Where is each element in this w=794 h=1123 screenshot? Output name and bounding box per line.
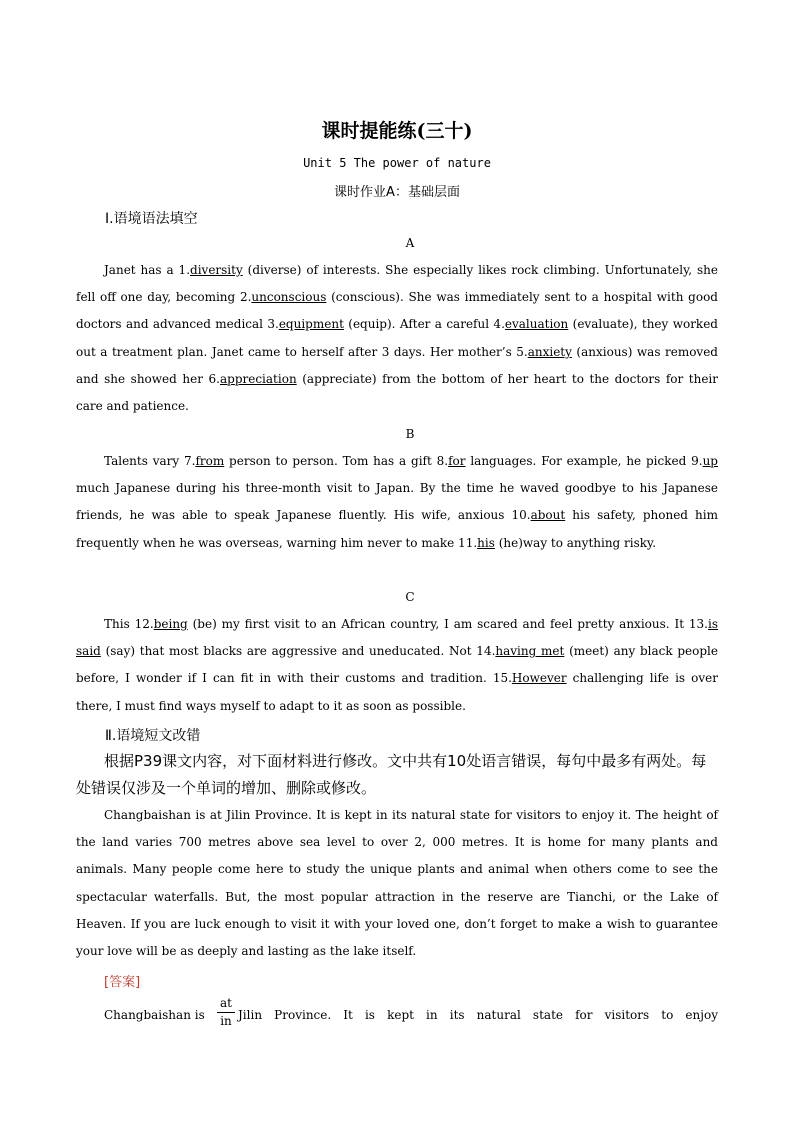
correction-bar: [217, 1012, 235, 1013]
answer-6: appreciation: [219, 371, 297, 386]
passage-c-label: C: [405, 590, 415, 604]
passage-a-text: Janet has a 1.: [104, 263, 191, 277]
passage-a-text: (anxious) was removed and she showed her 6.: [76, 344, 718, 386]
homework-label: 课时作业A：基础层面: [334, 185, 460, 200]
passage-c-text: (say) that most blacks are aggressive and uneducated. Not 14.: [100, 644, 496, 659]
passage-c-text: (meet) any black people before, I wonder if I can fit in with their customs and tradition. 15.: [76, 644, 718, 686]
answer-12: being: [153, 617, 188, 631]
answer-3: equipment: [278, 317, 344, 332]
passage-b-text: (he)way to anything risky.: [494, 535, 657, 550]
wrong-word: at: [220, 996, 232, 1010]
answer-line-end: Jilin Province. It is kept in its natural state for visitors to enjoy: [238, 1008, 718, 1022]
page-title: 课时提能练(三十): [321, 120, 473, 142]
correct-word: in: [220, 1014, 232, 1028]
correction-mark: [217, 996, 235, 1029]
passage-a-text: (appreciate) from the bottom of her heart to the doctors for their care and patience.: [76, 371, 719, 414]
answer-line-start: Changbaishan is: [104, 1008, 205, 1022]
passage-b-text: much Japanese during his three-month visit to Japan. By the time he waved goodbye to his Japanese friends, he was able to speak Japanese fluently. His wife, anxious 10.: [76, 481, 718, 523]
passage-b-text: Talents vary 7.: [104, 454, 196, 468]
answer-11: his: [477, 535, 495, 550]
answer-14: having met: [495, 644, 565, 659]
answer-10: about: [530, 508, 566, 523]
passage-b-text: languages. For example, he picked 9.: [465, 454, 703, 468]
passage-a-text: (diverse) of interests. She especially likes rock climbing. Unfortunately, she fell off one day, becoming 2.: [76, 263, 718, 305]
section-2-heading: Ⅱ.语境短文改错: [105, 728, 201, 744]
answer-9: up: [702, 454, 718, 468]
passage-c-text: This 12.: [104, 617, 154, 631]
passage-a-text: (equip). After a careful 4.: [343, 317, 505, 332]
passage-b: [76, 448, 718, 557]
error-correction-passage: Changbaishan is at Jilin Province. It is kept in its natural state for visitors to enjoy it. The height of the land varies 700 metres above sea level to over 2, 000 metres. It is home for many plants and animals. Many people come here to study the unique plants and animal when others come to see the spectacular waterfalls. But, the most popular attraction in the reserve are Tianchi, or the Lake of Heaven. If you are luck enough to visit it with your loved one, don’t forget to make a wish to guarantee your love will be as deeply and lasting as the lake itself.: [76, 808, 718, 959]
answer-4: evaluation: [504, 317, 569, 332]
passage-c-text: (be) my first visit to an African country, I am scared and feel pretty anxious. It 13.: [187, 617, 708, 631]
answer-line: [76, 996, 718, 1036]
answer-8: for: [448, 454, 466, 468]
answer-2: unconscious: [251, 290, 327, 305]
passage-c-text: challenging life is over there, I must find ways myself to adapt to it as soon as possible.: [76, 671, 718, 713]
passage-b-text: his safety, phoned him frequently when he was overseas, warning him never to make 11.: [76, 508, 718, 550]
passage-b-label: B: [405, 427, 415, 441]
passage-a-text: (conscious). She was immediately sent to a hospital with good doctors and advanced medical 3.: [76, 290, 718, 332]
passage-b-text: person to person. Tom has a gift 8.: [224, 454, 449, 468]
passage-a-text: (evaluate), they worked out a treatment plan. Janet came to herself after 3 days. Her mother’s 5.: [76, 317, 718, 359]
instructions: 根据P39课文内容，对下面材料进行修改。文中共有10处语言错误，每句中最多有两处。每处错误仅涉及一个单词的增加、删除或修改。: [76, 752, 707, 797]
answer-5: anxiety: [527, 344, 572, 359]
passage-a-label: A: [405, 236, 415, 250]
section-1-heading: Ⅰ.语境语法填空: [105, 211, 198, 227]
answer-label: [答案]: [104, 975, 141, 990]
answer-15: However: [511, 671, 567, 686]
unit-subtitle: Unit 5 The power of nature: [303, 156, 491, 170]
answer-1: diversity: [190, 263, 243, 277]
passage-a: [76, 257, 718, 420]
passage-c: [76, 611, 718, 720]
answer-13: is said: [76, 617, 718, 659]
answer-7: from: [195, 454, 225, 468]
